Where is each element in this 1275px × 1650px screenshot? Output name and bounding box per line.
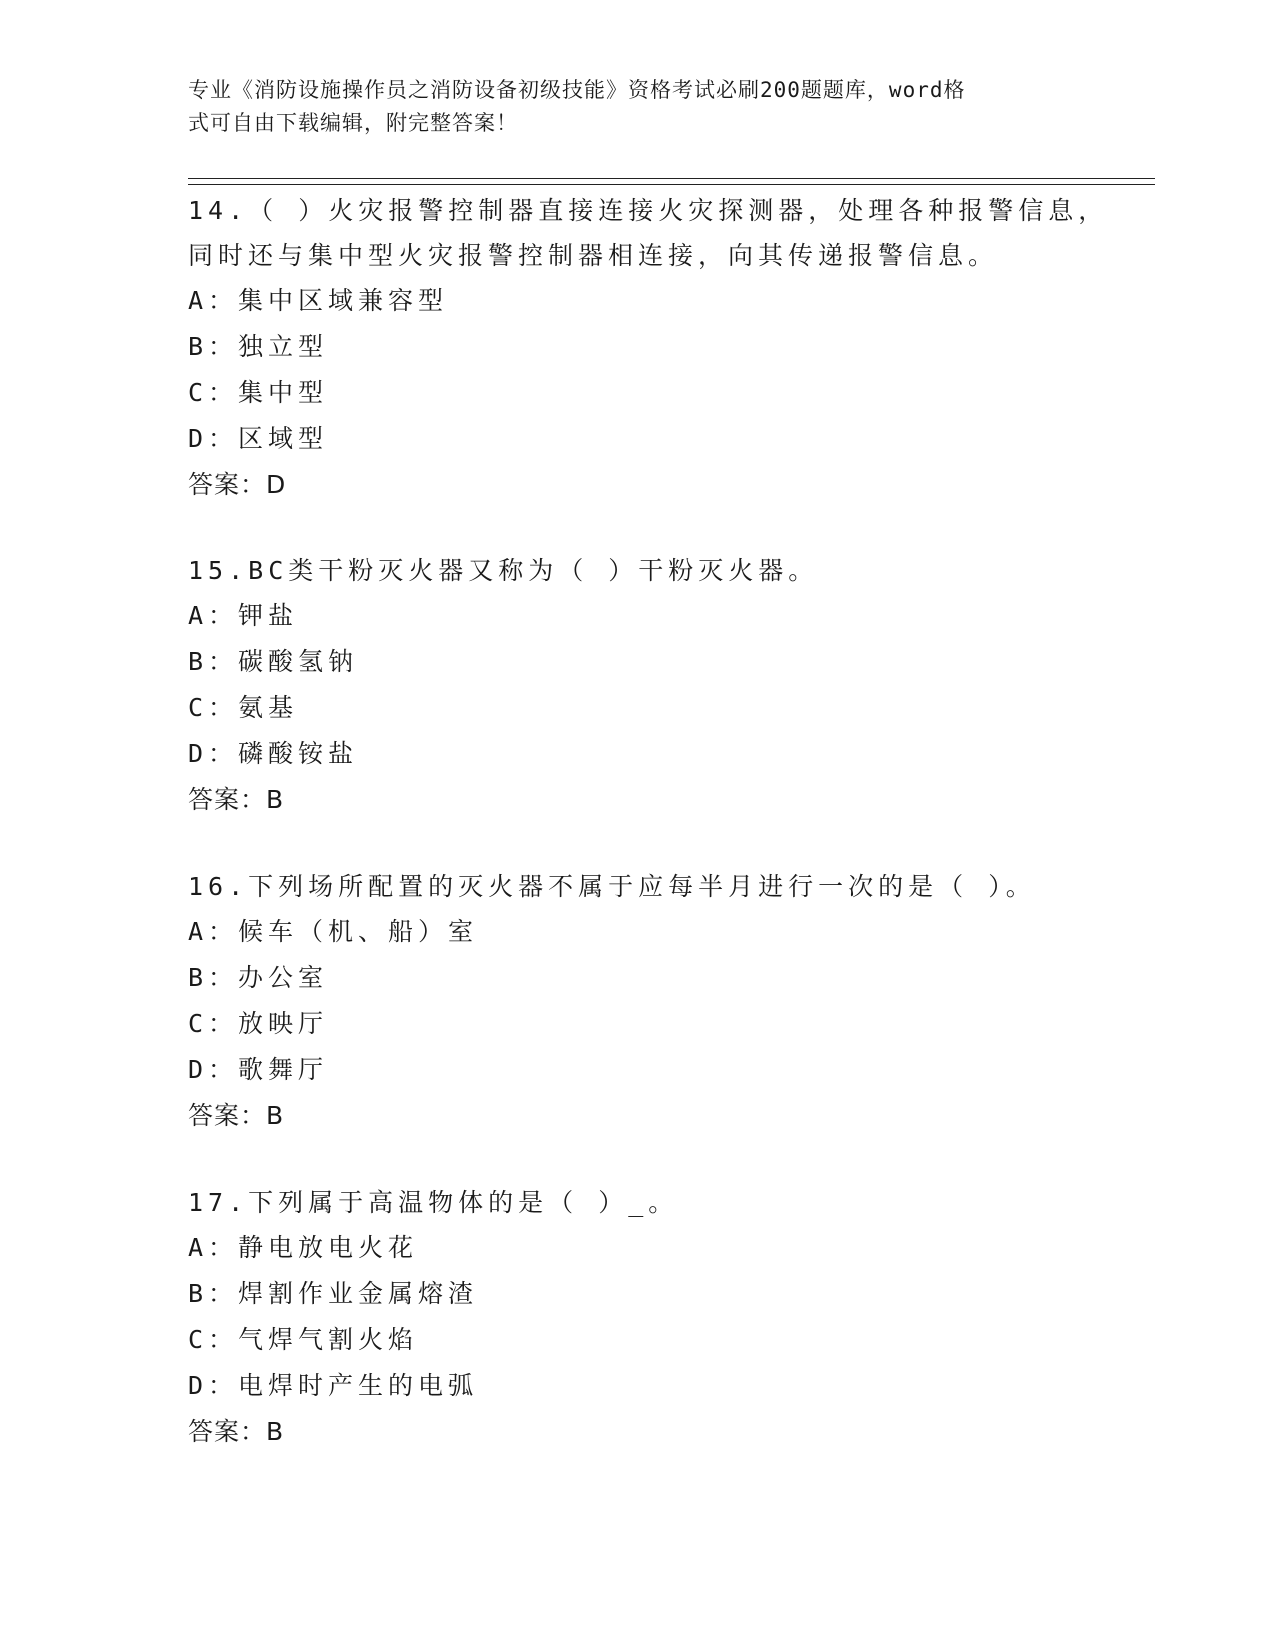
option-c: C：氨基 xyxy=(188,693,299,722)
option-d: D：歌舞厅 xyxy=(188,1055,329,1084)
divider-line xyxy=(188,184,1155,185)
question-17 xyxy=(188,1180,1148,1455)
option-d: D：区域型 xyxy=(188,424,329,453)
option-c: C：集中型 xyxy=(188,378,329,407)
question-14 xyxy=(188,188,1148,508)
question-16 xyxy=(188,864,1148,1139)
option-b: B：独立型 xyxy=(188,332,329,361)
option-a: A：钾盐 xyxy=(188,601,299,630)
question-15 xyxy=(188,548,1148,823)
answer: 答案：D xyxy=(188,470,287,499)
divider-line xyxy=(188,178,1155,179)
option-a: A：静电放电火花 xyxy=(188,1233,419,1262)
answer: 答案：B xyxy=(188,1101,285,1130)
option-a: A：集中区域兼容型 xyxy=(188,286,449,315)
option-a: A：候车（机、船）室 xyxy=(188,917,479,946)
question-stem: 14.（ ）火灾报警控制器直接连接火灾探测器，处理各种报警信息， xyxy=(188,196,1109,225)
question-stem: 15.BC类干粉灭火器又称为（ ）干粉灭火器。 xyxy=(188,556,819,585)
question-stem: 17.下列属于高温物体的是（ ）_。 xyxy=(188,1188,679,1217)
option-d: D：磷酸铵盐 xyxy=(188,739,359,768)
option-b: B：办公室 xyxy=(188,963,329,992)
answer: 答案：B xyxy=(188,1417,285,1446)
header-line-1: 专业《消防设施操作员之消防设备初级技能》资格考试必刷200题题库，word格 xyxy=(188,78,966,102)
option-b: B：焊割作业金属熔渣 xyxy=(188,1279,479,1308)
question-stem: 16.下列场所配置的灭火器不属于应每半月进行一次的是（ ）。 xyxy=(188,872,1036,901)
option-c: C：气焊气割火焰 xyxy=(188,1325,419,1354)
option-c: C：放映厅 xyxy=(188,1009,329,1038)
option-d: D：电焊时产生的电弧 xyxy=(188,1371,479,1400)
answer: 答案：B xyxy=(188,785,285,814)
question-stem: 同时还与集中型火灾报警控制器相连接，向其传递报警信息。 xyxy=(188,241,999,270)
header-line-2: 式可自由下载编辑，附完整答案！ xyxy=(188,111,518,135)
document-header xyxy=(188,74,1088,140)
option-b: B：碳酸氢钠 xyxy=(188,647,359,676)
